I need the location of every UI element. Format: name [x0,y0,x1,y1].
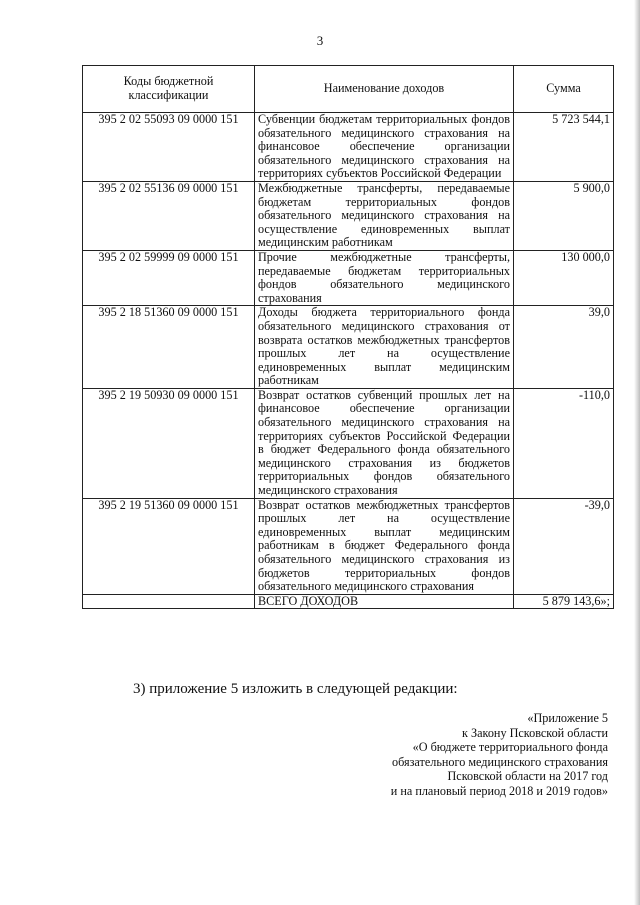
cell-sum: 5 900,0 [514,181,614,250]
appendix-line: обязательного медицинского страхования [392,754,608,769]
header-code: Коды бюджетной классификации [83,66,255,113]
appendix-header [391,711,608,798]
cell-sum: -39,0 [514,498,614,594]
page-edge-shadow [634,0,640,905]
revenue-table [82,65,614,609]
cell-code: 395 2 19 51360 09 0000 151 [83,498,255,594]
appendix-line: «О бюджете территориального фонда [412,740,608,754]
header-sum: Сумма [514,66,614,113]
cell-name: Межбюджетные трансферты, передаваемые бюджетам территориальных фондов обязательного медицинского страхования на осуществление единовременных выплат медицинским работникам [255,181,514,250]
cell-sum: 39,0 [514,306,614,389]
total-label: ВСЕГО ДОХОДОВ [255,594,514,609]
table-row [83,388,614,498]
table-row [83,113,614,182]
cell-sum: 130 000,0 [514,250,614,305]
table-row [83,498,614,594]
table-header-row [83,66,614,113]
cell-name: Субвенции бюджетам территориальных фондов обязательного медицинского страхования на финансовое обеспечение организации обязательного медицинского страхования на территориях субъектов Российской Федерации [255,113,514,182]
cell-name: Прочие межбюджетные трансферты, передаваемые бюджетам территориальных фондов обязательного медицинского страхования [255,250,514,305]
cell-code: 395 2 02 55136 09 0000 151 [83,181,255,250]
cell-code: 395 2 02 59999 09 0000 151 [83,250,255,305]
total-sum: 5 879 143,6»; [514,594,614,609]
cell-code: 395 2 19 50930 09 0000 151 [83,388,255,498]
appendix-line: к Закону Псковской области [462,725,608,740]
cell-name: Возврат остатков субвенций прошлых лет на финансовое обеспечение организации обязательного медицинского страхования на территориях субъектов Российской Федерации в бюджет Федерального фонда обязательного медицинского страхования из бюджетов территориальных фондов обязательного медицинского страхования [255,388,514,498]
table-row [83,306,614,389]
cell-code: 395 2 02 55093 09 0000 151 [83,113,255,182]
header-name: Наименование доходов [255,66,514,113]
table-row [83,250,614,305]
appendix-line: и на плановый период 2018 и 2019 годов» [390,783,608,798]
appendix-line: «Приложение 5 [527,711,608,725]
amendment-text: 3) приложение 5 изложить в следующей редакции: [133,681,458,697]
cell-name: Доходы бюджета территориального фонда обязательного медицинского страхования от возврата остатков межбюджетных трансфертов прошлых лет на осуществление единовременных выплат медицинским работникам [255,306,514,389]
page-number: 3 [316,33,324,48]
cell-sum: -110,0 [514,388,614,498]
cell-sum: 5 723 544,1 [514,113,614,182]
table-row [83,181,614,250]
appendix-line: Псковской области на 2017 год [447,769,608,783]
cell-code: 395 2 18 51360 09 0000 151 [83,306,255,389]
cell-name: Возврат остатков межбюджетных трансфертов прошлых лет на осуществление единовременных выплат медицинским работникам в бюджет Федерального фонда обязательного медицинского страхования из бюджетов территориальных фондов обязательного медицинского страхования [255,498,514,594]
cell-code-empty [83,594,255,609]
table-total-row [83,594,614,609]
